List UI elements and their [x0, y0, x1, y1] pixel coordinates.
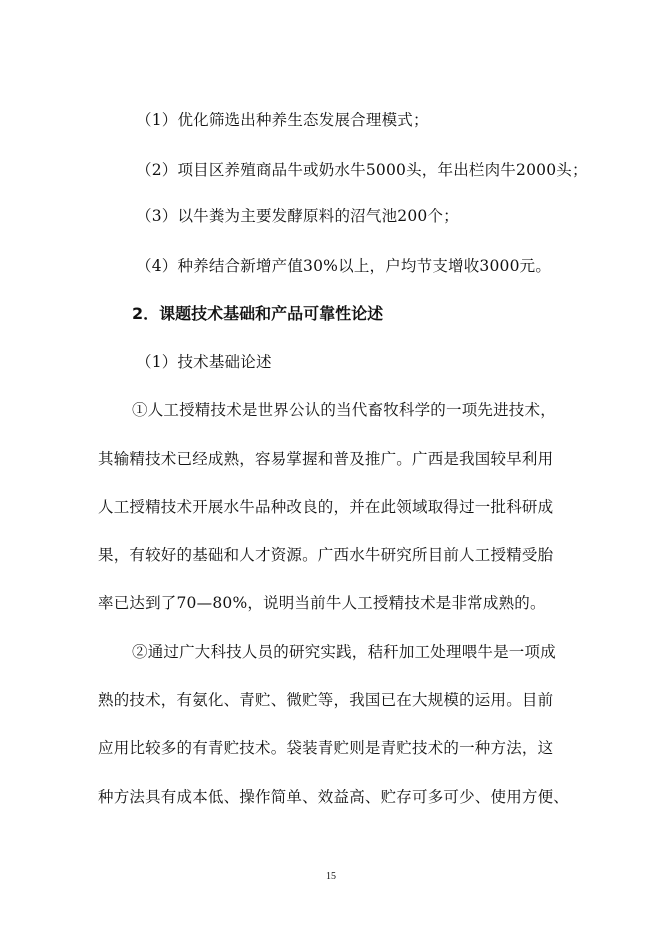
paragraph1-line-2: 其输精技术已经成熟，容易掌握和普及推广。广西是我国较早利用	[98, 450, 554, 468]
paragraph1-line-3: 人工授精技术开展水牛品种改良的，并在此领域取得过一批科研成	[98, 498, 554, 516]
list-item-2: （2）项目区养殖商品牛或奶水牛5000头，年出栏肉牛2000头；	[136, 161, 588, 179]
paragraph2-line-4: 种方法具有成本低、操作简单、效益高、贮存可多可少、使用方便、	[98, 788, 570, 806]
paragraph2-line-2: 熟的技术，有氨化、青贮、微贮等，我国已在大规模的运用。目前	[98, 691, 554, 709]
paragraph2-line-3: 应用比较多的有青贮技术。袋装青贮则是青贮技术的一种方法，这	[98, 739, 554, 757]
paragraph1-line-1: ①人工授精技术是世界公认的当代畜牧科学的一项先进技术，	[132, 401, 556, 419]
list-item-3: （3）以牛粪为主要发酵原料的沼气池200个；	[136, 207, 459, 225]
paragraph2-line-1: ②通过广大科技人员的研究实践，秸秆加工处理喂牛是一项成	[132, 643, 556, 661]
list-item-1: （1）优化筛选出种养生态发展合理模式；	[136, 111, 429, 129]
subsection-heading: （1）技术基础论述	[136, 353, 272, 371]
list-item-4: （4）种养结合新增产值30%以上，户均节支增收3000元。	[136, 257, 552, 275]
section-heading: 2．课题技术基础和产品可靠性论述	[132, 304, 384, 323]
page-number: 15	[326, 871, 336, 882]
paragraph1-line-5: 率已达到了70—80%，说明当前牛人工授精技术是非常成熟的。	[98, 594, 546, 612]
paragraph1-line-4: 果，有较好的基础和人才资源。广西水牛研究所目前人工授精受胎	[98, 546, 554, 564]
